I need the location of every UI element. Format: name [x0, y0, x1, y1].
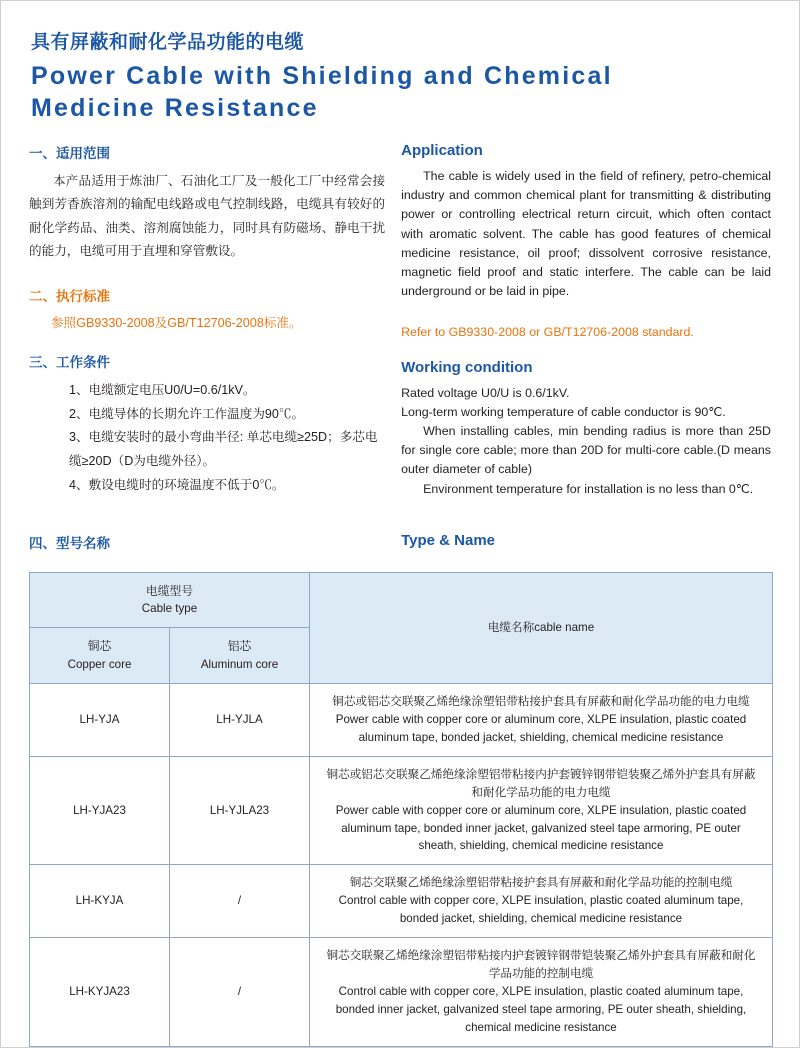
table-header-cable-type-cn: 电缆型号 [145, 584, 194, 599]
cell-aluminum-type: LH-YJLA [170, 683, 310, 756]
cell-copper-type: LH-KYJA23 [30, 938, 170, 1047]
table-header-copper-core [30, 628, 170, 683]
section-body-scope-cn: 本产品适用于炼油厂、石油化工厂及一般化工厂中经常会接触到芳香族溶剂的输配电线路或电气控制线路，电缆具有较好的耐化学药品、油类、溶剂腐蚀能力，同时具有防磁场、静电干扰的能力，电缆可用于直埋和穿管敷设。 [29, 174, 386, 258]
page-title-cn: 具有屏蔽和耐化学品功能的电缆 [31, 32, 305, 53]
table-header-copper-core-cn: 铜芯 [87, 639, 112, 654]
type-name-heading-cn-wrap [29, 532, 401, 560]
type-name-heading-row [29, 532, 771, 560]
section-body-standard-cn: 参照GB9330-2008及GB/T12706-2008标准。 [51, 316, 302, 331]
cell-cable-name [310, 756, 773, 865]
working-condition-list-cn [29, 379, 385, 499]
page-title-en [31, 60, 771, 124]
page-title-en-line2: Medicine Resistance [31, 94, 319, 122]
section-heading-typename-cn: 四、型号名称 [29, 536, 110, 552]
cable-name-en: Power cable with copper core or aluminum core, XLPE insulation, plastic coated aluminum tape, bonded jacket, shielding, chemical medicine resistance [335, 712, 747, 744]
section-heading-working-en: Working condition [401, 358, 533, 376]
table-header-aluminum-core-cn: 铝芯 [227, 639, 252, 654]
table-header-copper-core-en: Copper core [67, 657, 132, 671]
table-header-cable-type-en: Cable type [141, 602, 198, 616]
page-title-en-line1: Power Cable with Shielding and Chemical [31, 62, 613, 90]
list-item: 2、电缆导体的长期允许工作温度为90℃。 [69, 406, 305, 421]
cell-cable-name [310, 938, 773, 1047]
cell-copper-type: LH-KYJA [30, 865, 170, 938]
section-heading-scope-en: Application [401, 142, 483, 159]
cable-name-en: Power cable with copper core or aluminum core, XLPE insulation, plastic coated aluminum tape, bonded inner jacket, galvanized steel tape armoring, PE outer sheath, shielding, chemical medicine resistance [335, 803, 747, 853]
cable-name-en: Control cable with copper core, XLPE insulation, plastic coated aluminum tape, bonded jacket, shielding, chemical medicine resistance [338, 894, 744, 926]
cell-aluminum-type: / [170, 865, 310, 938]
list-item: 3、电缆安装时的最小弯曲半径: 单芯电缆≥25D；多芯电缆≥20D（D为电缆外径）。 [69, 430, 378, 469]
list-item: 1、电缆额定电压U0/U=0.6/1kV。 [69, 382, 256, 397]
working-item-en-3: When installing cables, min bending radius is more than 25D for single core cable; more than 20D for multi-core cable.(D means outer diameter of cable) [401, 424, 771, 477]
table-header-cable-type [30, 573, 310, 628]
content-columns [29, 142, 771, 506]
table-header-row-1 [30, 573, 773, 628]
section-body-scope-en: The cable is widely used in the field of refinery, petro-chemical industry and common chemical plant for transmitting & distributing power or controlling electrical return circuit, which often contact with aromatic solvent. The cable has good features of chemical medicine resistance, oil proof; dissolvent corrosive resistance, magnetic field proof and static interfere. The cable can be laid underground or be laid in pipe. [401, 169, 771, 299]
section-heading-typename-en: Type & Name [401, 532, 496, 550]
cell-cable-name [310, 683, 773, 756]
table-header-aluminum-core [170, 628, 310, 683]
column-english [401, 142, 771, 506]
cell-copper-type: LH-YJA23 [30, 756, 170, 865]
table-row [30, 683, 773, 756]
table-header-cable-name: 电缆名称cable name [310, 573, 773, 684]
working-item-en-4: Environment temperature for installation is no less than 0℃. [423, 481, 754, 496]
list-item: 4、敷设电缆时的环境温度不低于0℃。 [69, 478, 285, 493]
cell-cable-name [310, 865, 773, 938]
cell-copper-type: LH-YJA [30, 683, 170, 756]
cable-name-cn: 铜芯交联聚乙烯绝缘涂塑铝带粘接护套具有屏蔽和耐化学品功能的控制电缆 [349, 876, 733, 890]
section-heading-scope-cn: 一、适用范围 [29, 146, 110, 161]
section-body-standard-en: Refer to GB9330-2008 or GB/T12706-2008 standard. [401, 324, 694, 339]
section-heading-standard-cn: 二、执行标准 [29, 289, 110, 305]
cell-aluminum-type: LH-YJLA23 [170, 756, 310, 865]
cable-name-cn: 铜芯或铝芯交联聚乙烯绝缘涂塑铝带粘接内护套镀锌钢带铠装聚乙烯外护套具有屏蔽和耐化学品功能的电力电缆 [326, 767, 756, 799]
cell-aluminum-type: / [170, 938, 310, 1047]
cable-name-cn: 铜芯交联聚乙烯绝缘涂塑铝带粘接内护套镀锌钢带铠装聚乙烯外护套具有屏蔽和耐化学品功能的控制电缆 [326, 949, 756, 981]
column-chinese [29, 142, 401, 506]
section-heading-working-cn: 三、工作条件 [29, 354, 110, 370]
working-item-en-2: Long-term working temperature of cable conductor is 90℃. [401, 404, 726, 419]
cable-name-en: Control cable with copper core, XLPE insulation, plastic coated aluminum tape, bonded inner jacket, galvanized steel tape armoring, PE outer sheath, shielding, chemical medicine resistance [335, 985, 747, 1035]
table-header-aluminum-core-en: Aluminum core [200, 657, 279, 671]
cable-name-cn: 铜芯或铝芯交联聚乙烯绝缘涂塑铝带粘接护套具有屏蔽和耐化学品功能的电力电缆 [332, 694, 750, 708]
cable-type-table [29, 572, 773, 1047]
table-row [30, 865, 773, 938]
type-name-heading-en-wrap [401, 532, 771, 560]
table-row [30, 938, 773, 1047]
working-item-en-1: Rated voltage U0/U is 0.6/1kV. [401, 385, 570, 400]
table-row [30, 756, 773, 865]
